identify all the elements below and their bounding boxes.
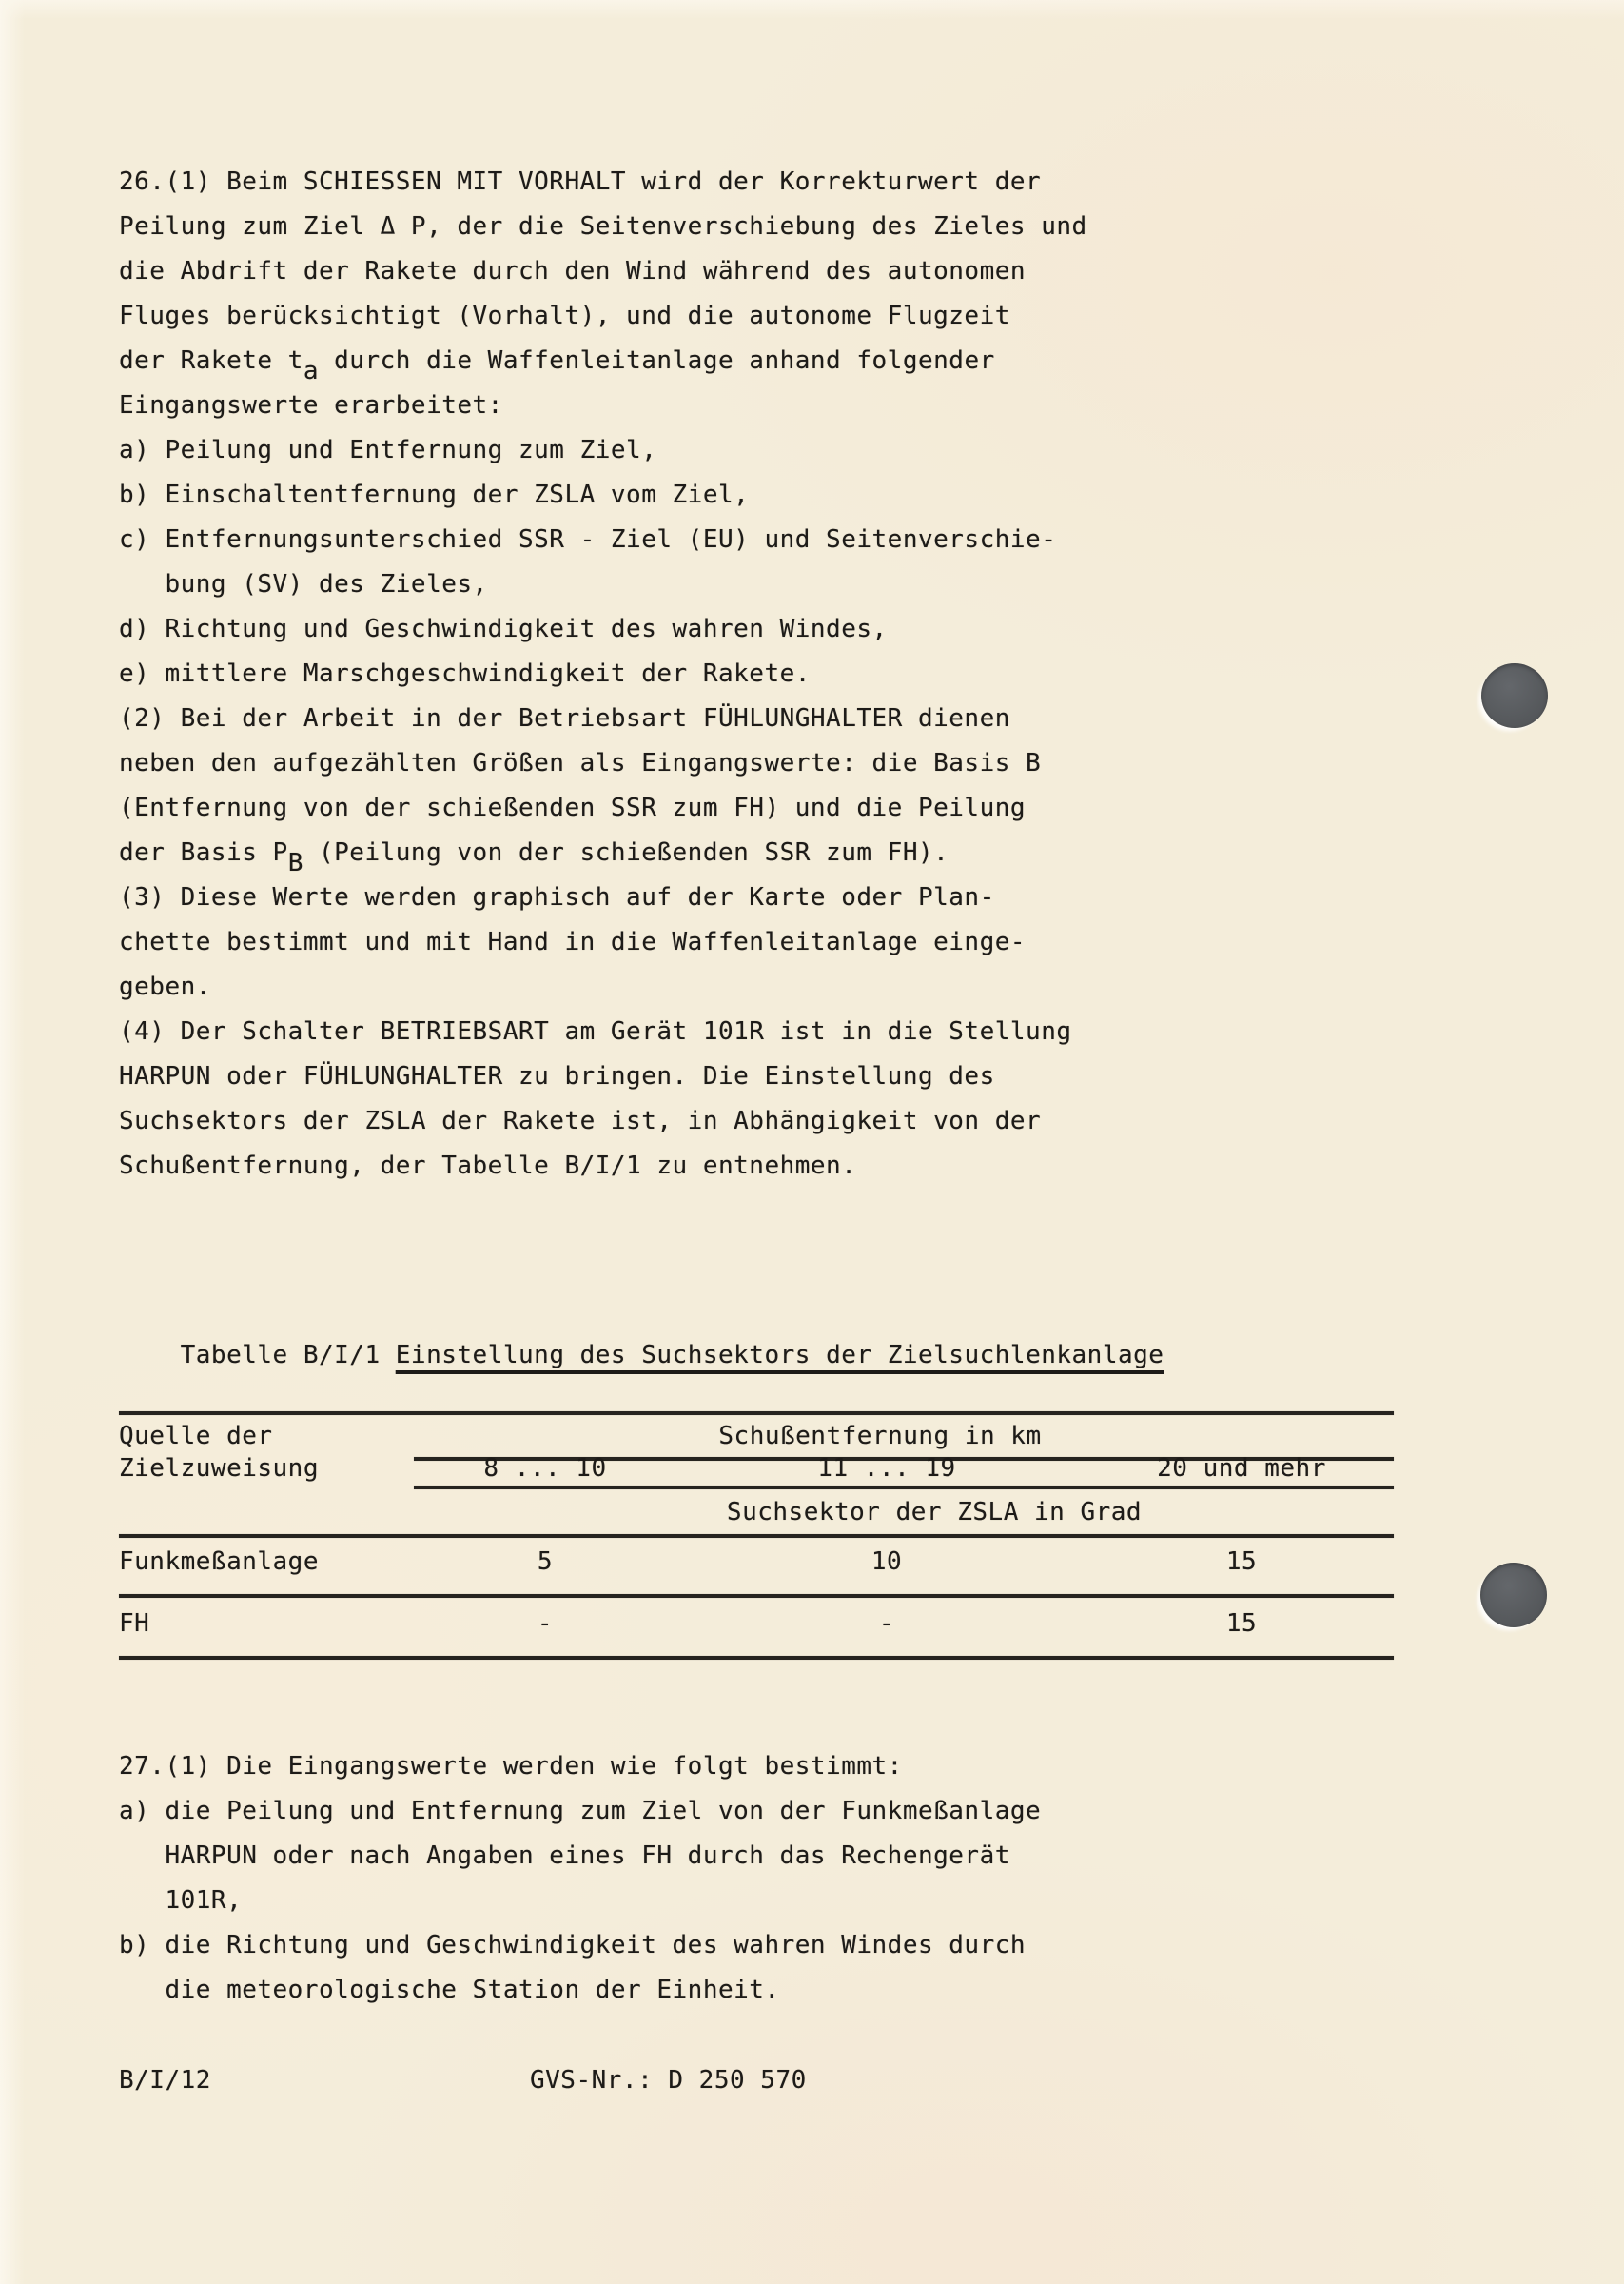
text-line: Schußentfernung, der Tabelle B/I/1 zu entnehmen.	[119, 1152, 857, 1180]
text-line: chette bestimmt und mit Hand in die Waffenleitanlage einge-	[119, 928, 1027, 956]
table-group-header: Schußentfernung in km	[718, 1422, 1042, 1450]
table-row-header-line2: Zielzuweisung	[119, 1454, 319, 1483]
text-line: neben den aufgezählten Größen als Eingangswerte: die Basis B	[119, 749, 1042, 778]
table-b-i-1	[119, 1411, 1394, 1661]
text-line: a) die Peilung und Entfernung zum Ziel von der Funkmeßanlage	[119, 1797, 1042, 1825]
table-row-label: Funkmeßanlage	[119, 1547, 319, 1576]
table-title-underlined: Einstellung des Suchsektors der Zielsuchlenkanlage	[395, 1341, 1164, 1369]
table-rule-top	[119, 1411, 1394, 1415]
table-row-header-line1: Quelle der	[119, 1422, 273, 1450]
table-sub-header: Suchsektor der ZSLA in Grad	[726, 1498, 1143, 1526]
table-title	[119, 1289, 1164, 1423]
text-line: (3) Diese Werte werden graphisch auf der Karte oder Plan-	[119, 883, 995, 912]
table-range-col-3: 20 und mehr	[1157, 1454, 1326, 1483]
table-cell: 15	[1225, 1547, 1258, 1576]
page-footer	[119, 2065, 1394, 2097]
text-line: b) die Richtung und Geschwindigkeit des wahren Windes durch	[119, 1931, 1027, 1959]
text-line: der Basis PB (Peilung von der schießenden SSR zum FH).	[119, 838, 949, 877]
section-26-text	[119, 160, 1087, 1189]
section-27-text	[119, 1744, 1041, 2013]
text-line: Fluges berücksichtigt (Vorhalt), und die autonome Flugzeit	[119, 302, 1010, 330]
text-line: HARPUN oder nach Angaben eines FH durch das Rechengerät	[119, 1841, 1010, 1870]
table-row-label: FH	[119, 1609, 150, 1638]
text-line: die meteorologische Station der Einheit.	[119, 1976, 780, 2004]
text-line: Eingangswerte erarbeitet:	[119, 391, 503, 420]
text-line: die Abdrift der Rakete durch den Wind während des autonomen	[119, 257, 1027, 286]
text-line: Peilung zum Ziel Δ P, der die Seitenverschiebung des Zieles und	[119, 212, 1087, 241]
text-line: geben.	[119, 973, 211, 1001]
table-cell: -	[878, 1609, 895, 1638]
text-line: HARPUN oder FÜHLUNGHALTER zu bringen. Die Einstellung des	[119, 1062, 995, 1091]
text-line: a) Peilung und Entfernung zum Ziel,	[119, 436, 657, 464]
text-line: der Rakete ta durch die Waffenleitanlage anhand folgender	[119, 346, 995, 385]
text-line: c) Entfernungsunterschied SSR - Ziel (EU) und Seitenverschie-	[119, 525, 1057, 554]
table-cell: -	[537, 1609, 554, 1638]
text-line: 27.(1) Die Eingangswerte werden wie folgt bestimmt:	[119, 1752, 903, 1781]
table-cell: 10	[871, 1547, 903, 1576]
text-line: (Entfernung von der schießenden SSR zum FH) und die Peilung	[119, 794, 1027, 822]
text-line: 26.(1) Beim SCHIESSEN MIT VORHALT wird der Korrekturwert der	[119, 167, 1042, 196]
text-line: b) Einschaltentfernung der ZSLA vom Ziel,	[119, 481, 750, 509]
punch-hole-top	[1481, 663, 1548, 728]
text-line: e) mittlere Marschgeschwindigkeit der Rakete.	[119, 660, 811, 688]
table-cell: 15	[1225, 1609, 1258, 1638]
text-line: bung (SV) des Zieles,	[119, 570, 488, 599]
table-range-col-1: 8 ... 10	[483, 1454, 607, 1483]
table-cell: 5	[537, 1547, 554, 1576]
text-line: Suchsektors der ZSLA der Rakete ist, in Abhängigkeit von der	[119, 1107, 1042, 1135]
document-reference: GVS-Nr.: D 250 570	[530, 2066, 807, 2095]
table-rule-under-subheader	[119, 1534, 1394, 1538]
table-range-col-2: 11 ... 19	[817, 1454, 956, 1483]
text-line: (4) Der Schalter BETRIEBSART am Gerät 101R ist in die Stellung	[119, 1017, 1072, 1046]
table-rule-middle	[119, 1594, 1394, 1598]
text-line: (2) Bei der Arbeit in der Betriebsart FÜHLUNGHALTER dienen	[119, 704, 1010, 733]
table-rule-bottom	[119, 1656, 1394, 1660]
table-title-prefix: Tabelle B/I/1	[180, 1341, 396, 1369]
text-line: d) Richtung und Geschwindigkeit des wahren Windes,	[119, 615, 888, 643]
punch-hole-bottom	[1480, 1563, 1547, 1627]
page-reference: B/I/12	[119, 2066, 211, 2095]
text-line: 101R,	[119, 1886, 243, 1915]
table-rule-under-ranges	[414, 1486, 1394, 1489]
